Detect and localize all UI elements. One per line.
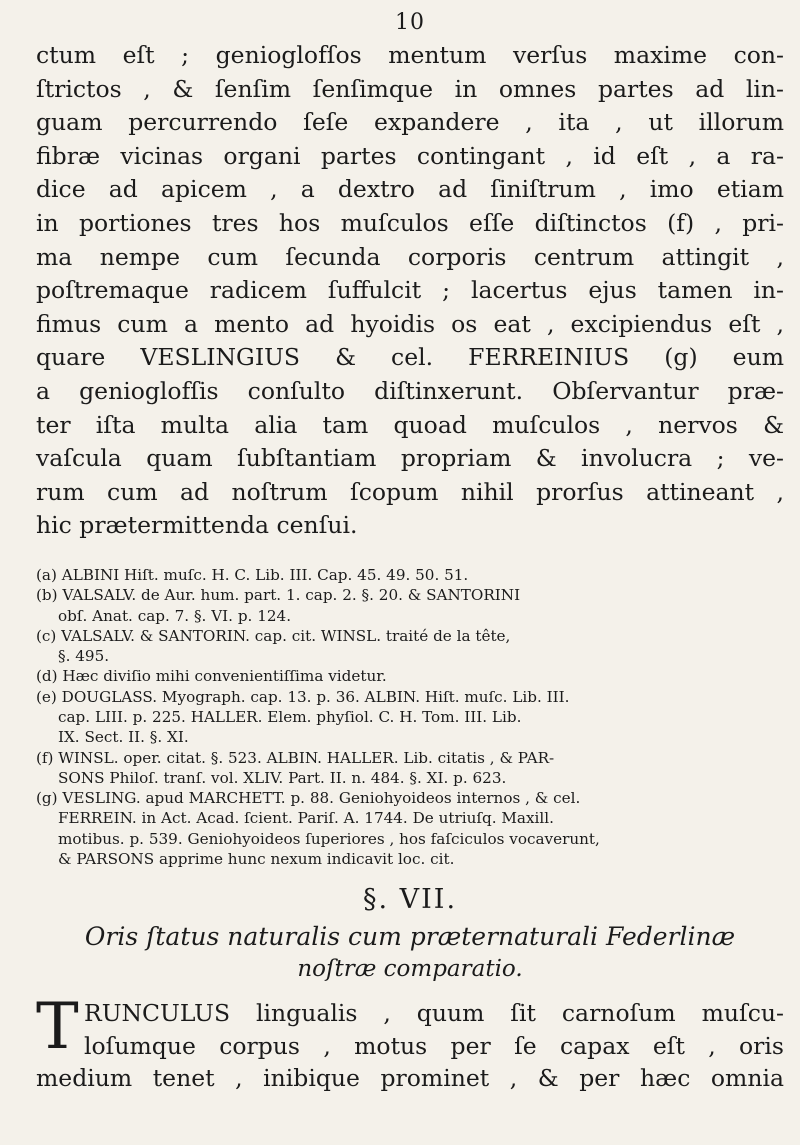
text-line: ſtrictos , & ſenſim ſenſimque in omnes partes ad lin- xyxy=(36,74,784,103)
text-line: guam percurrendo ſeſe expandere , ita , ut illorum xyxy=(36,108,784,137)
footnote-f-cont: SONS Philoſ. tranſ. vol. XLIV. Part. II. n. 484. §. XI. p. 623. xyxy=(58,768,507,787)
text-line: hic prætermittenda cenſui. xyxy=(36,511,358,540)
main-paragraph xyxy=(36,39,784,543)
footnote-e-cont: IX. Sect. II. §. XI. xyxy=(58,728,189,747)
page-number: 10 xyxy=(395,10,425,35)
footnote-g-cont: FERREIN. in Act. Acad. ſcient. Pariſ. A. 1744. De utriuſq. Maxill. xyxy=(58,809,554,828)
section-title: Oris ſtatus naturalis cum præternaturali Federlinæ xyxy=(84,922,736,952)
section-paragraph xyxy=(36,990,784,1095)
text-line: ma nempe cum ſecunda corporis centrum attingit , xyxy=(36,242,784,271)
text-line: rum cum ad noſtrum ſcopum nihil prorſus attineant , xyxy=(36,477,784,506)
text-line: dice ad apicem , a dextro ad ſiniſtrum , imo etiam xyxy=(36,175,784,204)
text-line: ctum eſt ; genioglofſos mentum verſus maxime con- xyxy=(36,41,784,69)
footnote-c: (c) VALSALV. & SANTORIN. cap. cit. WINSL. traité de la tête, xyxy=(36,626,511,645)
footnote-a: (a) ALBINI Hiſt. muſc. H. C. Lib. III. Cap. 45. 49. 50. 51. xyxy=(36,565,469,584)
footnote-d: (d) Hæc diviſio mihi convenientiſſima videtur. xyxy=(36,667,387,686)
footnote-b: (b) VALSALV. de Aur. hum. part. 1. cap. 2. §. 20. & SANTORINI xyxy=(36,586,521,605)
text-line: a genioglofſis conſulto diſtinxerunt. Obſervantur præ- xyxy=(36,376,784,405)
footnote-f: (f) WINSL. oper. citat. §. 523. ALBIN. HALLER. Lib. citatis , & PAR- xyxy=(36,748,555,767)
footnote-g-cont: & PARSONS apprime hunc nexum indicavit loc. cit. xyxy=(58,850,455,869)
text-line: loſumque corpus , motus per ſe capax eſt , oris xyxy=(84,1031,784,1060)
text-line: poſtremaque radicem ſuffulcit ; lacertus ejus tamen in- xyxy=(36,276,784,305)
text-line: vaſcula quam ſubſtantiam propriam & involucra ; ve- xyxy=(36,444,784,473)
footnotes xyxy=(36,565,784,869)
footnote-c-cont: §. 495. xyxy=(58,647,110,666)
section-title-line2: noſtræ comparatio. xyxy=(297,956,523,983)
text-line: fibræ vicinas organi partes contingant , id eſt , a ra- xyxy=(36,141,784,170)
text-line: in portiones tres hos muſculos eſſe diſtinctos (f) , pri- xyxy=(36,208,784,237)
footnote-g: (g) VESLING. apud MARCHETT. p. 88. Geniohyoideos internos , & cel. xyxy=(36,789,581,808)
text-line: RUNCULUS lingualis , quum ſit carnoſum muſcu- xyxy=(84,999,784,1028)
footnote-e-cont: cap. LIII. p. 225. HALLER. Elem. phyſiol. C. H. Tom. III. Lib. xyxy=(58,707,522,726)
text-line: quare VESLINGIUS & cel. FERREINIUS (g) eum xyxy=(36,343,784,372)
footnote-b-cont: obſ. Anat. cap. 7. §. VI. p. 124. xyxy=(58,606,292,625)
footnote-g-cont: motibus. p. 539. Geniohyoideos ſuperiores , hos faſciculos vocaverunt, xyxy=(58,829,600,848)
section-heading: §. VII. xyxy=(362,884,458,916)
text-line: ter iſta multa alia tam quoad muſculos , nervos & xyxy=(36,410,784,439)
text-line: medium tenet , inibique prominet , & per hæc omnia xyxy=(36,1064,784,1093)
text-line: fimus cum a mento ad hyoidis os eat , excipiendus eſt , xyxy=(36,309,784,338)
footnote-e: (e) DOUGLASS. Myograph. cap. 13. p. 36. ALBIN. Hiſt. muſc. Lib. III. xyxy=(36,687,570,706)
page xyxy=(36,10,784,1095)
drop-cap: T xyxy=(36,990,79,1065)
